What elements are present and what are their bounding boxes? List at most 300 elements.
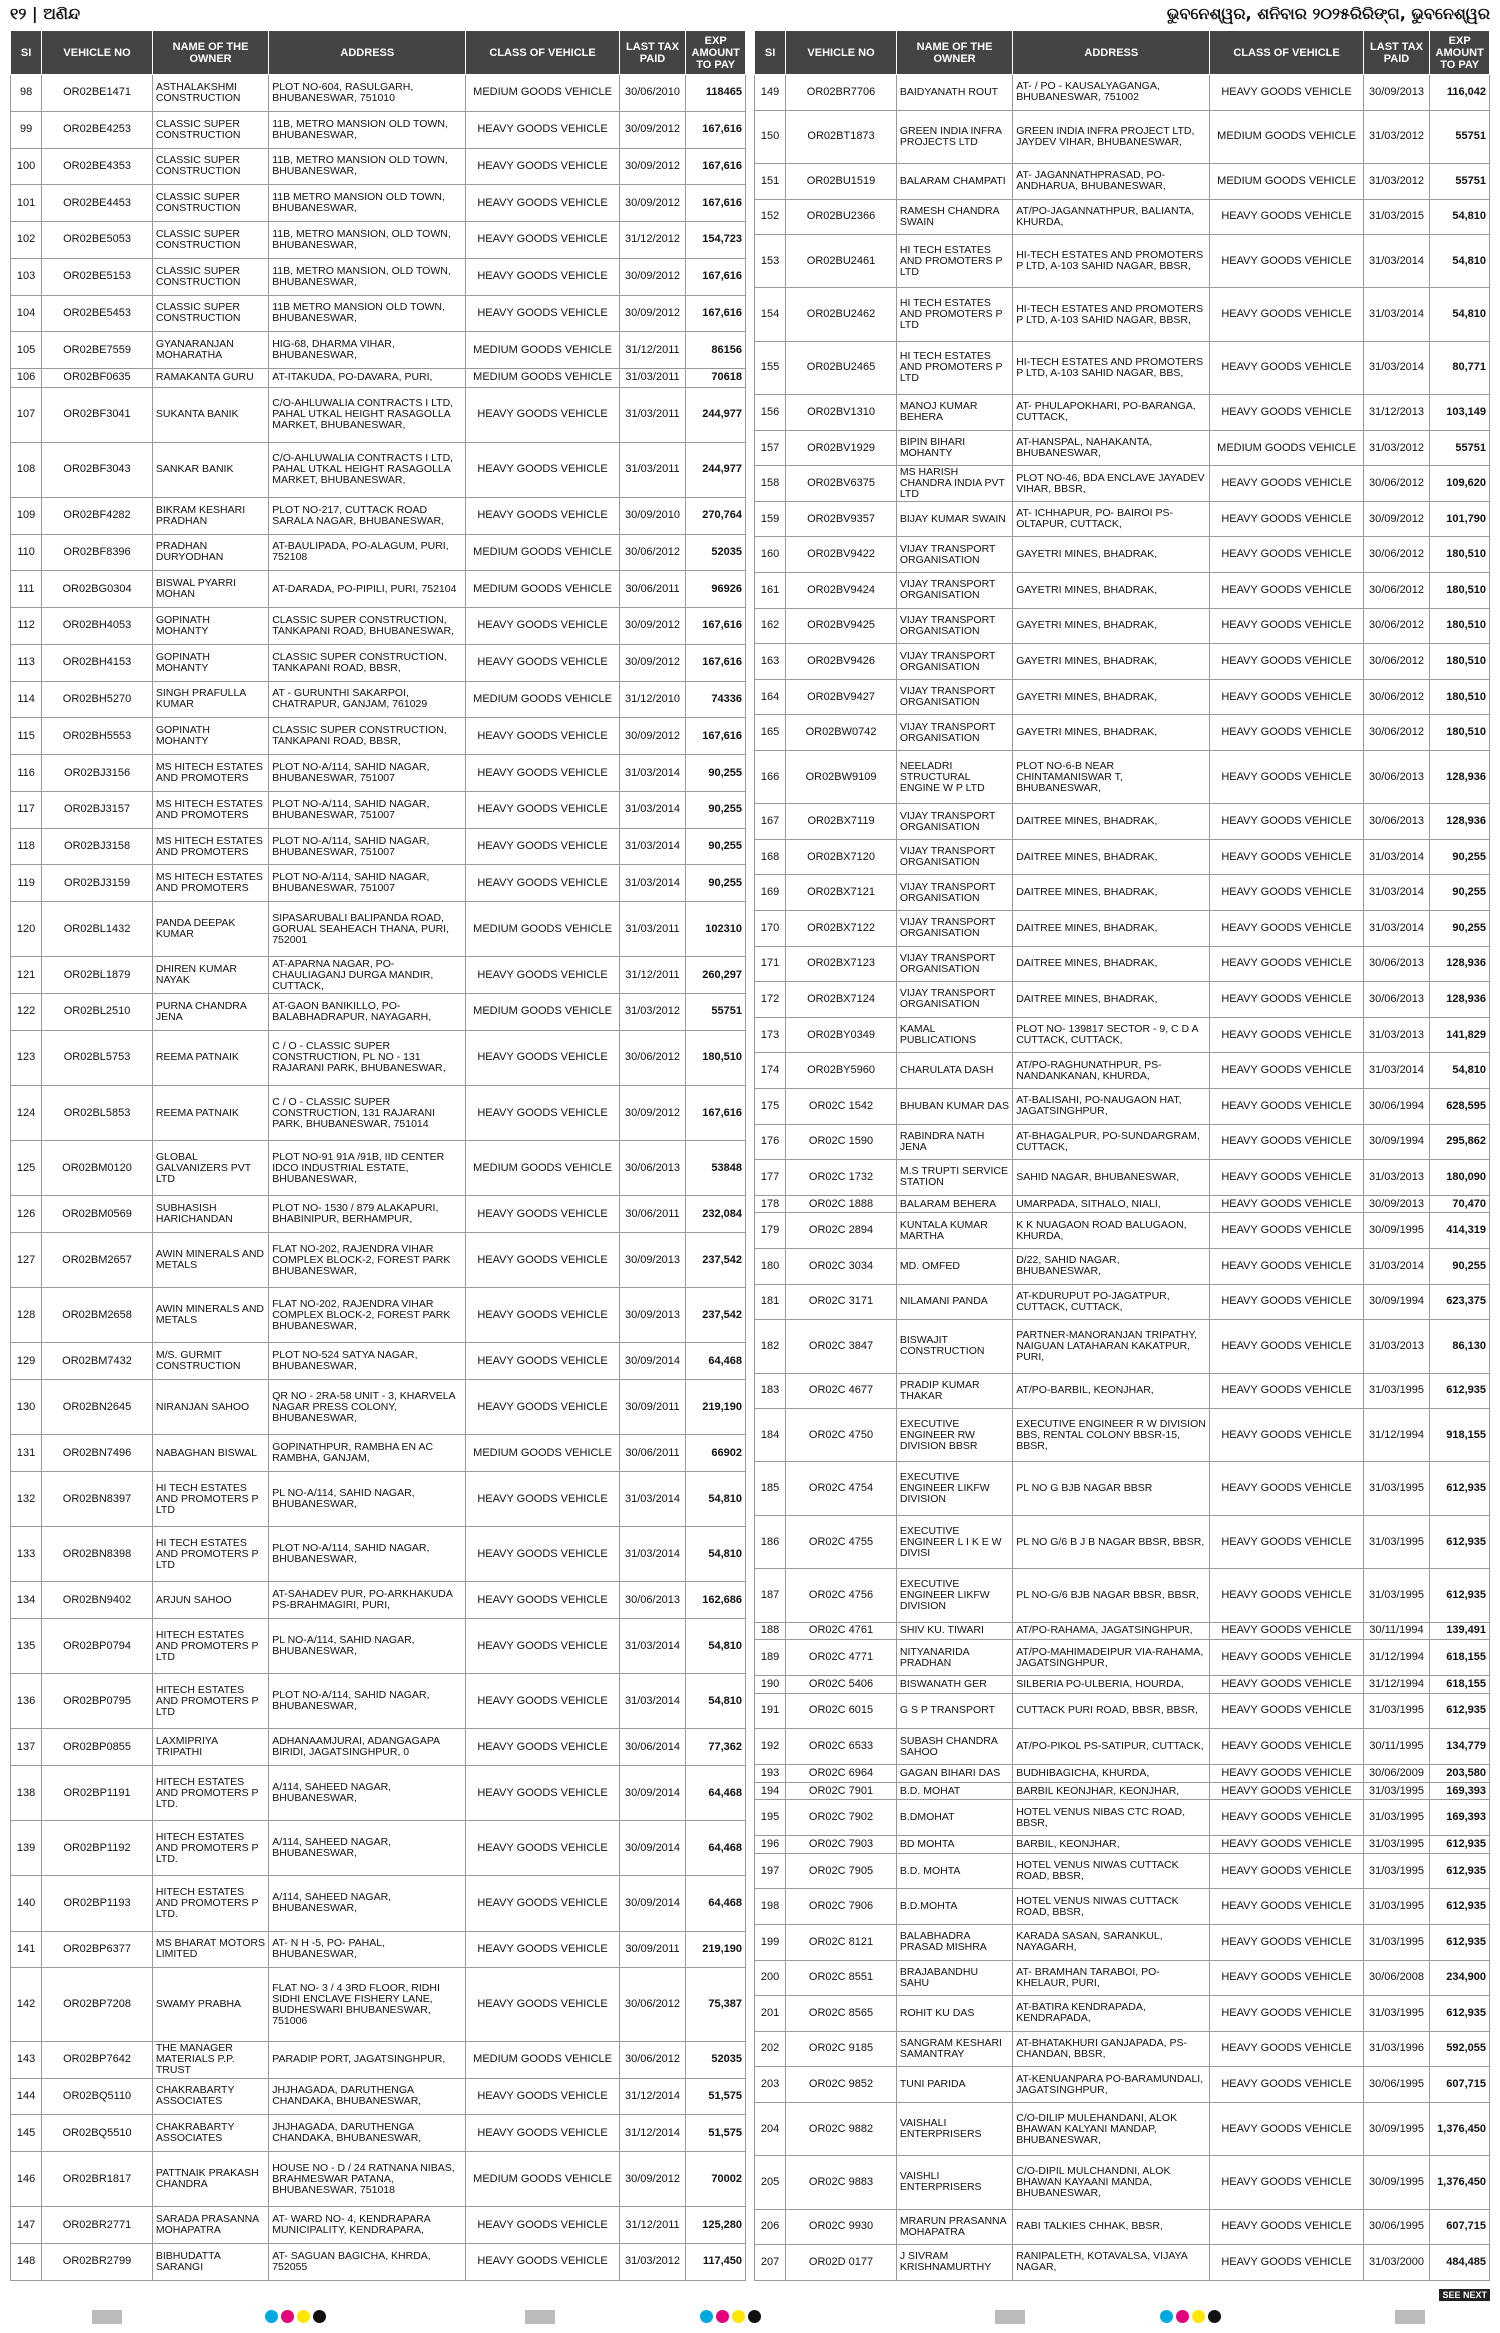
amount-due-cell: 118465 [686, 75, 746, 112]
amount-due-cell: 54,810 [1430, 199, 1490, 235]
table-row [11, 1876, 746, 1931]
vehicle-no-cell: OR02C 5406 [786, 1675, 897, 1693]
amount-due-cell: 180,510 [1430, 715, 1490, 751]
table-row [11, 865, 746, 902]
serial-cell: 100 [11, 148, 42, 185]
last-tax-paid-cell: 31/03/1995 [1363, 1373, 1430, 1409]
owner-name-cell: CHAKRABARTY ASSOCIATES [152, 2078, 268, 2115]
table-row [11, 1472, 746, 1527]
serial-cell: 163 [755, 644, 786, 680]
amount-due-cell: 628,595 [1430, 1088, 1490, 1124]
last-tax-paid-cell: 31/03/1995 [1363, 1996, 1430, 2032]
serial-cell: 196 [755, 1836, 786, 1854]
owner-name-cell: BALABHADRA PRASAD MISHRA [896, 1924, 1012, 1960]
vehicle-class-cell: MEDIUM GOODS VEHICLE [466, 2152, 619, 2207]
address-cell: AT- BRAMHAN TARABOI, PO-KHELAUR, PURI, [1013, 1960, 1210, 1996]
table-row [755, 1675, 1490, 1693]
vehicle-no-cell: OR02C 2894 [786, 1213, 897, 1249]
address-cell: DAITREE MINES, BHADRAK, [1013, 875, 1210, 911]
amount-due-cell: 612,935 [1430, 1515, 1490, 1568]
amount-due-cell: 180,510 [1430, 679, 1490, 715]
vehicle-class-cell: HEAVY GOODS VEHICLE [1210, 2245, 1363, 2281]
address-cell: AT- / PO - KAUSALYAGANGA, BHUBANESWAR, 751002 [1013, 75, 1210, 111]
last-tax-paid-cell: 31/03/2014 [619, 828, 686, 865]
last-tax-paid-cell: 30/09/2013 [619, 1233, 686, 1288]
vehicle-class-cell: HEAVY GOODS VEHICLE [466, 644, 619, 681]
last-tax-paid-cell: 31/03/1995 [1363, 1515, 1430, 1568]
vehicle-class-cell: HEAVY GOODS VEHICLE [466, 258, 619, 295]
owner-name-cell: ROHIT KU DAS [896, 1996, 1012, 2032]
amount-due-cell: 1,376,450 [1430, 2102, 1490, 2155]
amount-due-cell: 180,510 [1430, 608, 1490, 644]
address-cell: AT-HANSPAL, NAHAKANTA, BHUBANESWAR, [1013, 430, 1210, 466]
vehicle-no-cell: OR02BF8396 [42, 534, 153, 571]
last-tax-paid-cell: 31/03/2000 [1363, 2245, 1430, 2281]
table-row [11, 1030, 746, 1085]
vehicle-class-cell: HEAVY GOODS VEHICLE [466, 2115, 619, 2152]
owner-name-cell: SHIV KU. TIWARI [896, 1622, 1012, 1640]
address-cell: A/114, SAHEED NAGAR, BHUBANESWAR, [269, 1821, 466, 1876]
table-row [11, 1968, 746, 2042]
vehicle-no-cell: OR02C 7901 [786, 1782, 897, 1800]
table-row [755, 1017, 1490, 1053]
serial-cell: 167 [755, 804, 786, 840]
vehicle-class-cell: HEAVY GOODS VEHICLE [466, 1766, 619, 1821]
last-tax-paid-cell: 31/03/2014 [619, 1674, 686, 1729]
vehicle-class-cell: HEAVY GOODS VEHICLE [466, 1380, 619, 1435]
owner-name-cell: EXECUTIVE ENGINEER LIKFW DIVISION [896, 1462, 1012, 1515]
owner-name-cell: GAGAN BIHARI DAS [896, 1764, 1012, 1782]
serial-cell: 188 [755, 1622, 786, 1640]
amount-due-cell: 141,829 [1430, 1017, 1490, 1053]
vehicle-no-cell: OR02BE4353 [42, 148, 153, 185]
serial-cell: 191 [755, 1693, 786, 1729]
owner-name-cell: AWIN MINERALS AND METALS [152, 1288, 268, 1343]
vehicle-class-cell: HEAVY GOODS VEHICLE [1210, 1515, 1363, 1568]
serial-cell: 137 [11, 1729, 42, 1766]
owner-name-cell: G S P TRANSPORT [896, 1693, 1012, 1729]
amount-due-cell: 55751 [686, 994, 746, 1031]
address-cell: SILBERIA PO-ULBERIA, HOURDA, [1013, 1675, 1210, 1693]
vehicle-no-cell: OR02BN8397 [42, 1472, 153, 1527]
amount-due-cell: 180,090 [1430, 1160, 1490, 1196]
right-table-panel [754, 30, 1490, 2285]
amount-due-cell: 70002 [686, 2152, 746, 2207]
amount-due-cell: 180,510 [1430, 573, 1490, 609]
vehicle-no-cell: OR02BX7123 [786, 946, 897, 982]
vehicle-class-cell: HEAVY GOODS VEHICLE [466, 2207, 619, 2244]
column-header: EXP AMOUNT TO PAY [1430, 31, 1490, 75]
vehicle-no-cell: OR02BE7559 [42, 332, 153, 369]
address-cell: PL NO-A/114, SAHID NAGAR, BHUBANESWAR, [269, 1619, 466, 1674]
vehicle-no-cell: OR02C 6533 [786, 1729, 897, 1765]
vehicle-class-cell: HEAVY GOODS VEHICLE [1210, 1124, 1363, 1160]
vehicle-class-cell: HEAVY GOODS VEHICLE [466, 1931, 619, 1968]
serial-cell: 156 [755, 395, 786, 431]
owner-name-cell: CLASSIC SUPER CONSTRUCTION [152, 222, 268, 259]
address-cell: K K NUAGAON ROAD BALUGAON, KHURDA, [1013, 1213, 1210, 1249]
address-cell: C/O-AHLUWALIA CONTRACTS I LTD, PAHAL UTKAL HEIGHT RASAGOLLA MARKET, BHUBANESWAR, [269, 442, 466, 497]
serial-cell: 159 [755, 501, 786, 537]
amount-due-cell: 64,468 [686, 1821, 746, 1876]
address-cell: A/114, SAHEED NAGAR, BHUBANESWAR, [269, 1766, 466, 1821]
serial-cell: 193 [755, 1764, 786, 1782]
serial-cell: 200 [755, 1960, 786, 1996]
owner-name-cell: HITECH ESTATES AND PROMOTERS P LTD. [152, 1876, 268, 1931]
column-header: LAST TAX PAID [619, 31, 686, 75]
vehicle-class-cell: MEDIUM GOODS VEHICLE [1210, 430, 1363, 466]
serial-cell: 144 [11, 2078, 42, 2115]
serial-cell: 203 [755, 2067, 786, 2103]
serial-cell: 105 [11, 332, 42, 369]
address-cell: GOPINATHPUR, RAMBHA EN AC RAMBHA, GANJAM, [269, 1435, 466, 1472]
table-row [755, 715, 1490, 751]
owner-name-cell: J SIVRAM KRISHNAMURTHY [896, 2245, 1012, 2281]
table-row [11, 2115, 746, 2152]
vehicle-no-cell: OR02C 7905 [786, 1853, 897, 1889]
amount-due-cell: 74336 [686, 681, 746, 718]
serial-cell: 173 [755, 1017, 786, 1053]
vehicle-class-cell: HEAVY GOODS VEHICLE [466, 442, 619, 497]
last-tax-paid-cell: 30/09/2014 [619, 1343, 686, 1380]
address-cell: AT/PO-RAGHUNATHPUR, PS-NANDANKANAN, KHURDA, [1013, 1053, 1210, 1089]
serial-cell: 125 [11, 1141, 42, 1196]
address-cell: HI-TECH ESTATES AND PROMOTERS P LTD, A-103 SAHID NAGAR, BBSR, [1013, 235, 1210, 288]
vehicle-no-cell: OR02C 4755 [786, 1515, 897, 1568]
table-row [755, 2102, 1490, 2155]
column-header: ADDRESS [1013, 31, 1210, 75]
serial-cell: 172 [755, 982, 786, 1018]
owner-name-cell: HITECH ESTATES AND PROMOTERS P LTD [152, 1619, 268, 1674]
vehicle-no-cell: OR02BH4053 [42, 608, 153, 645]
last-tax-paid-cell: 30/06/2014 [619, 1729, 686, 1766]
address-cell: PLOT NO- 139817 SECTOR - 9, C D A CUTTACK, CUTTACK, [1013, 1017, 1210, 1053]
amount-due-cell: 167,616 [686, 148, 746, 185]
address-cell: 11B, METRO MANSION OLD TOWN, BHUBANESWAR, [269, 148, 466, 185]
serial-cell: 199 [755, 1924, 786, 1960]
vehicle-class-cell: HEAVY GOODS VEHICLE [466, 2244, 619, 2281]
amount-due-cell: 90,255 [686, 791, 746, 828]
vehicle-class-cell: HEAVY GOODS VEHICLE [466, 608, 619, 645]
amount-due-cell: 234,900 [1430, 1960, 1490, 1996]
vehicle-no-cell: OR02C 7906 [786, 1889, 897, 1925]
table-row [755, 1249, 1490, 1285]
address-cell: D/22, SAHID NAGAR, BHUBANESWAR, [1013, 1249, 1210, 1285]
serial-cell: 111 [11, 571, 42, 608]
amount-due-cell: 918,155 [1430, 1409, 1490, 1462]
table-row [11, 1821, 746, 1876]
owner-name-cell: TUNI PARIDA [896, 2067, 1012, 2103]
amount-due-cell: 167,616 [686, 185, 746, 222]
address-cell: AT-BALISAHI, PO-NAUGAON HAT, JAGATSINGHPUR, [1013, 1088, 1210, 1124]
vehicle-class-cell: MEDIUM GOODS VEHICLE [466, 75, 619, 112]
vehicle-no-cell: OR02C 4750 [786, 1409, 897, 1462]
vehicle-class-cell: HEAVY GOODS VEHICLE [1210, 288, 1363, 341]
table-row [755, 1320, 1490, 1373]
serial-cell: 204 [755, 2102, 786, 2155]
table-row [11, 2207, 746, 2244]
last-tax-paid-cell: 31/12/2014 [619, 2115, 686, 2152]
last-tax-paid-cell: 31/03/2014 [1363, 341, 1430, 394]
last-tax-paid-cell: 31/03/1995 [1363, 1889, 1430, 1925]
amount-due-cell: 53848 [686, 1141, 746, 1196]
table-row [755, 235, 1490, 288]
owner-name-cell: ARJUN SAHOO [152, 1582, 268, 1619]
table-row [755, 1124, 1490, 1160]
owner-name-cell: SUBASH CHANDRA SAHOO [896, 1729, 1012, 1765]
serial-cell: 131 [11, 1435, 42, 1472]
vehicle-class-cell: HEAVY GOODS VEHICLE [1210, 1622, 1363, 1640]
table-row [11, 828, 746, 865]
table-row [11, 295, 746, 332]
owner-name-cell: B.D. MOHAT [896, 1782, 1012, 1800]
vehicle-no-cell: OR02BU1519 [786, 163, 897, 199]
last-tax-paid-cell: 31/03/2014 [1363, 1053, 1430, 1089]
last-tax-paid-cell: 31/03/2012 [1363, 110, 1430, 163]
address-cell: AT-ITAKUDA, PO-DAVARA, PURI, [269, 369, 466, 387]
amount-due-cell: 64,468 [686, 1766, 746, 1821]
address-cell: CLASSIC SUPER CONSTRUCTION, TANKAPANI ROAD, BBSR, [269, 718, 466, 755]
owner-name-cell: NILAMANI PANDA [896, 1284, 1012, 1320]
table-row [755, 608, 1490, 644]
serial-cell: 197 [755, 1853, 786, 1889]
vehicle-class-cell: HEAVY GOODS VEHICLE [466, 755, 619, 792]
address-cell: PLOT NO- 1530 / 879 ALAKAPURI, BHABINIPUR, BERHAMPUR, [269, 1196, 466, 1233]
vehicle-no-cell: OR02C 9930 [786, 2209, 897, 2245]
amount-due-cell: 101,790 [1430, 501, 1490, 537]
last-tax-paid-cell: 31/03/2014 [619, 1527, 686, 1582]
owner-name-cell: SWAMY PRABHA [152, 1968, 268, 2042]
vehicle-class-cell: HEAVY GOODS VEHICLE [466, 1527, 619, 1582]
amount-due-cell: 86156 [686, 332, 746, 369]
table-row [11, 2244, 746, 2281]
serial-cell: 164 [755, 679, 786, 715]
serial-cell: 108 [11, 442, 42, 497]
table-row [11, 1086, 746, 1141]
amount-due-cell: 54,810 [1430, 1053, 1490, 1089]
address-cell: PLOT NO-524 SATYA NAGAR, BHUBANESWAR, [269, 1343, 466, 1380]
vehicle-no-cell: OR02BV1929 [786, 430, 897, 466]
vehicle-no-cell: OR02BV9427 [786, 679, 897, 715]
vehicle-no-cell: OR02BX7124 [786, 982, 897, 1018]
table-row [11, 1343, 746, 1380]
address-cell: HI-TECH ESTATES AND PROMOTERS P LTD, A-103 SAHID NAGAR, BBS, [1013, 341, 1210, 394]
address-cell: GAYETRI MINES, BHADRAK, [1013, 608, 1210, 644]
vehicle-no-cell: OR02BG0304 [42, 571, 153, 608]
owner-name-cell: VIJAY TRANSPORT ORGANISATION [896, 573, 1012, 609]
vehicle-class-cell: HEAVY GOODS VEHICLE [466, 111, 619, 148]
owner-name-cell: HITECH ESTATES AND PROMOTERS P LTD [152, 1674, 268, 1729]
vehicle-class-cell: HEAVY GOODS VEHICLE [1210, 1284, 1363, 1320]
table-row [11, 497, 746, 534]
table-row [755, 501, 1490, 537]
serial-cell: 170 [755, 911, 786, 947]
owner-name-cell: LAXMIPRIYA TRIPATHI [152, 1729, 268, 1766]
address-cell: GAYETRI MINES, BHADRAK, [1013, 644, 1210, 680]
vehicle-no-cell: OR02BX7120 [786, 839, 897, 875]
last-tax-paid-cell: 30/09/2012 [619, 148, 686, 185]
table-row [755, 1160, 1490, 1196]
owner-name-cell: BISWANATH GER [896, 1675, 1012, 1693]
owner-name-cell: CLASSIC SUPER CONSTRUCTION [152, 111, 268, 148]
vehicle-no-cell: OR02BF0635 [42, 369, 153, 387]
address-cell: PLOT NO-A/114, SAHID NAGAR, BHUBANESWAR, 751007 [269, 865, 466, 902]
serial-cell: 132 [11, 1472, 42, 1527]
amount-due-cell: 612,935 [1430, 1836, 1490, 1854]
table-row [11, 111, 746, 148]
last-tax-paid-cell: 31/03/2014 [619, 1619, 686, 1674]
vehicle-no-cell: OR02C 4771 [786, 1640, 897, 1676]
last-tax-paid-cell: 30/06/2011 [619, 571, 686, 608]
vehicle-no-cell: OR02BR7706 [786, 75, 897, 111]
vehicle-class-cell: HEAVY GOODS VEHICLE [1210, 1924, 1363, 1960]
vehicle-no-cell: OR02BQ5510 [42, 2115, 153, 2152]
serial-cell: 161 [755, 573, 786, 609]
last-tax-paid-cell: 31/03/2014 [1363, 911, 1430, 947]
address-cell: AT- SAGUAN BAGICHA, KHRDA, 752055 [269, 2244, 466, 2281]
vehicle-class-cell: HEAVY GOODS VEHICLE [1210, 1693, 1363, 1729]
address-cell: HI-TECH ESTATES AND PROMOTERS P LTD, A-103 SAHID NAGAR, BBSR, [1013, 288, 1210, 341]
address-cell: AT/PO-MAHIMADEIPUR VIA-RAHAMA, JAGATSINGHPUR, [1013, 1640, 1210, 1676]
amount-due-cell: 612,935 [1430, 1569, 1490, 1622]
column-header: CLASS OF VEHICLE [1210, 31, 1363, 75]
owner-name-cell: SANGRAM KESHARI SAMANTRAY [896, 2031, 1012, 2067]
vehicle-class-cell: HEAVY GOODS VEHICLE [466, 1196, 619, 1233]
owner-name-cell: GOPINATH MOHANTY [152, 608, 268, 645]
vehicle-class-cell: HEAVY GOODS VEHICLE [1210, 750, 1363, 803]
vehicle-class-cell: HEAVY GOODS VEHICLE [1210, 1889, 1363, 1925]
last-tax-paid-cell: 31/03/1995 [1363, 1693, 1430, 1729]
vehicle-class-cell: HEAVY GOODS VEHICLE [466, 718, 619, 755]
last-tax-paid-cell: 30/09/2013 [1363, 1195, 1430, 1213]
vehicle-no-cell: OR02BP1191 [42, 1766, 153, 1821]
last-tax-paid-cell: 30/06/2008 [1363, 1960, 1430, 1996]
vehicle-class-cell: MEDIUM GOODS VEHICLE [466, 571, 619, 608]
serial-cell: 117 [11, 791, 42, 828]
vehicle-no-cell: OR02BY5960 [786, 1053, 897, 1089]
vehicle-class-cell: HEAVY GOODS VEHICLE [1210, 1017, 1363, 1053]
table-row [11, 1766, 746, 1821]
vehicle-class-cell: HEAVY GOODS VEHICLE [1210, 2156, 1363, 2209]
amount-due-cell: 70618 [686, 369, 746, 387]
vehicle-class-cell: HEAVY GOODS VEHICLE [1210, 1213, 1363, 1249]
last-tax-paid-cell: 31/12/1994 [1363, 1640, 1430, 1676]
address-cell: A/114, SAHEED NAGAR, BHUBANESWAR, [269, 1876, 466, 1931]
address-cell: JHJHAGADA, DARUTHENGA CHANDAKA, BHUBANESWAR, [269, 2115, 466, 2152]
amount-due-cell: 90,255 [1430, 875, 1490, 911]
amount-due-cell: 169,393 [1430, 1800, 1490, 1836]
vehicle-class-cell: HEAVY GOODS VEHICLE [1210, 839, 1363, 875]
table-row [11, 755, 746, 792]
amount-due-cell: 90,255 [1430, 839, 1490, 875]
vehicle-class-cell: HEAVY GOODS VEHICLE [1210, 466, 1363, 502]
last-tax-paid-cell: 30/06/1995 [1363, 2067, 1430, 2103]
vehicle-no-cell: OR02BV1310 [786, 395, 897, 431]
owner-name-cell: GOPINATH MOHANTY [152, 644, 268, 681]
owner-name-cell: HI TECH ESTATES AND PROMOTERS P LTD [896, 235, 1012, 288]
vehicle-no-cell: OR02BP0794 [42, 1619, 153, 1674]
address-cell: AT/PO-PIKOL PS-SATIPUR, CUTTACK, [1013, 1729, 1210, 1765]
left-tax-table [10, 30, 746, 2281]
table-row [755, 982, 1490, 1018]
table-row [11, 442, 746, 497]
last-tax-paid-cell: 31/03/2014 [619, 755, 686, 792]
vehicle-no-cell: OR02BP1193 [42, 1876, 153, 1931]
table-row [11, 1527, 746, 1582]
owner-name-cell: VIJAY TRANSPORT ORGANISATION [896, 715, 1012, 751]
serial-cell: 128 [11, 1288, 42, 1343]
last-tax-paid-cell: 31/12/2011 [619, 332, 686, 369]
amount-due-cell: 232,084 [686, 1196, 746, 1233]
amount-due-cell: 219,190 [686, 1380, 746, 1435]
table-row [755, 2031, 1490, 2067]
column-header: VEHICLE NO [42, 31, 153, 75]
last-tax-paid-cell: 30/09/2011 [619, 1931, 686, 1968]
serial-cell: 147 [11, 2207, 42, 2244]
vehicle-class-cell: HEAVY GOODS VEHICLE [1210, 875, 1363, 911]
address-cell: AT/PO-BARBIL, KEONJHAR, [1013, 1373, 1210, 1409]
column-header: EXP AMOUNT TO PAY [686, 31, 746, 75]
print-registration-marks [0, 2306, 1500, 2326]
amount-due-cell: 134,779 [1430, 1729, 1490, 1765]
address-cell: DAITREE MINES, BHADRAK, [1013, 804, 1210, 840]
owner-name-cell: MS HARISH CHANDRA INDIA PVT LTD [896, 466, 1012, 502]
vehicle-class-cell: HEAVY GOODS VEHICLE [466, 1343, 619, 1380]
serial-cell: 124 [11, 1086, 42, 1141]
vehicle-no-cell: OR02BP0795 [42, 1674, 153, 1729]
address-cell: HOTEL VENUS NIWAS CUTTACK ROAD, BBSR, [1013, 1853, 1210, 1889]
address-cell: BARBIL KEONJHAR, KEONJHAR, [1013, 1782, 1210, 1800]
amount-due-cell: 180,510 [1430, 644, 1490, 680]
amount-due-cell: 90,255 [686, 755, 746, 792]
address-cell: HOTEL VENUS NIWAS CUTTACK ROAD, BBSR, [1013, 1889, 1210, 1925]
last-tax-paid-cell: 30/09/1995 [1363, 2102, 1430, 2155]
serial-cell: 158 [755, 466, 786, 502]
serial-cell: 145 [11, 2115, 42, 2152]
serial-cell: 109 [11, 497, 42, 534]
vehicle-class-cell: HEAVY GOODS VEHICLE [1210, 1853, 1363, 1889]
last-tax-paid-cell: 31/03/2011 [619, 369, 686, 387]
address-cell: HOUSE NO - D / 24 RATNANA NIBAS, BRAHMESWAR PATANA, BHUBANESWAR, 751018 [269, 2152, 466, 2207]
column-header: SI [755, 31, 786, 75]
vehicle-class-cell: HEAVY GOODS VEHICLE [1210, 199, 1363, 235]
owner-name-cell: KUNTALA KUMAR MARTHA [896, 1213, 1012, 1249]
vehicle-class-cell: HEAVY GOODS VEHICLE [466, 1582, 619, 1619]
address-cell: GAYETRI MINES, BHADRAK, [1013, 537, 1210, 573]
serial-cell: 176 [755, 1124, 786, 1160]
owner-name-cell: EXECUTIVE ENGINEER L I K E W DIVISI [896, 1515, 1012, 1568]
address-cell: PL NO-G/6 BJB NAGAR BBSR, BBSR, [1013, 1569, 1210, 1622]
last-tax-paid-cell: 30/09/1994 [1363, 1124, 1430, 1160]
amount-due-cell: 592,055 [1430, 2031, 1490, 2067]
address-cell: PLOT NO-46, BDA ENCLAVE JAYADEV VIHAR, BBSR, [1013, 466, 1210, 502]
owner-name-cell: BIKRAM KESHARI PRADHAN [152, 497, 268, 534]
vehicle-no-cell: OR02BU2461 [786, 235, 897, 288]
vehicle-no-cell: OR02BJ3158 [42, 828, 153, 865]
serial-cell: 102 [11, 222, 42, 259]
serial-cell: 107 [11, 387, 42, 442]
table-row [11, 608, 746, 645]
serial-cell: 122 [11, 994, 42, 1031]
vehicle-no-cell: OR02BH4153 [42, 644, 153, 681]
amount-due-cell: 203,580 [1430, 1764, 1490, 1782]
vehicle-no-cell: OR02BH5270 [42, 681, 153, 718]
table-row [11, 75, 746, 112]
last-tax-paid-cell: 30/06/2013 [1363, 946, 1430, 982]
serial-cell: 181 [755, 1284, 786, 1320]
amount-due-cell: 128,936 [1430, 750, 1490, 803]
vehicle-class-cell: HEAVY GOODS VEHICLE [1210, 537, 1363, 573]
